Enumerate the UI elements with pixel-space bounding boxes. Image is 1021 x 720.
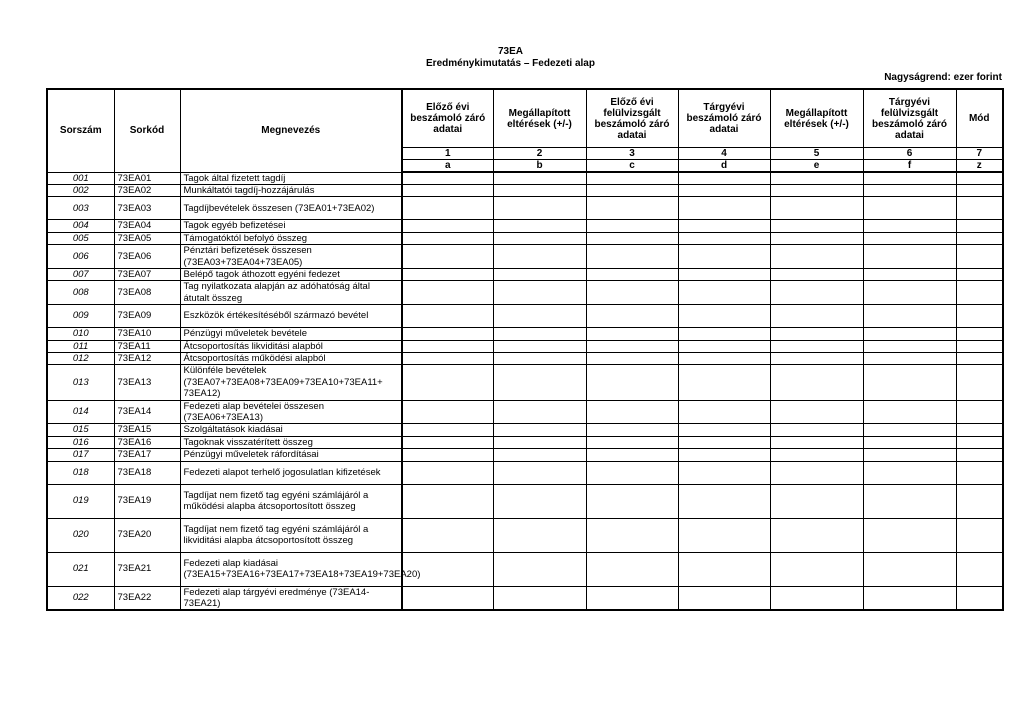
data-cell-col-5[interactable]	[770, 586, 863, 610]
row-number: 004	[47, 220, 114, 232]
row-name: Fedezeti alap bevételei összesen (73EA06+73EA13)	[180, 400, 402, 424]
table-row	[47, 184, 1003, 196]
data-cell-col-2[interactable]	[493, 245, 586, 269]
table-row	[47, 197, 1003, 220]
data-cell-col-4[interactable]	[678, 268, 770, 280]
col-letter-e: e	[770, 160, 863, 173]
data-cell-col-4[interactable]	[678, 365, 770, 400]
row-name: Támogatóktól befolyó összeg	[180, 232, 402, 244]
data-cell-col-2[interactable]	[493, 197, 586, 220]
table-row	[47, 484, 1003, 518]
col-letter-a: a	[402, 160, 493, 173]
data-cell-col-3[interactable]	[586, 461, 678, 484]
row-name: Fedezeti alapot terhelő jogosulatlan kifizetések	[180, 461, 402, 484]
data-cell-col-2[interactable]	[493, 436, 586, 448]
data-cell-col-4[interactable]	[678, 552, 770, 586]
col-letter-f: f	[863, 160, 956, 173]
data-cell-col-1[interactable]	[402, 424, 493, 436]
col-header-sorkod: Sorkód	[114, 89, 180, 172]
col-header-megnevezes: Megnevezés	[180, 89, 402, 172]
table-row	[47, 245, 1003, 269]
data-cell-col-4[interactable]	[678, 400, 770, 424]
data-cell-col-5[interactable]	[770, 220, 863, 232]
data-cell-col-5[interactable]	[770, 245, 863, 269]
data-cell-col-3[interactable]	[586, 552, 678, 586]
col-header-2: Megállapított eltérések (+/-)	[493, 89, 586, 148]
data-cell-col-6[interactable]	[863, 365, 956, 400]
data-cell-col-2[interactable]	[493, 328, 586, 340]
row-number: 013	[47, 365, 114, 400]
data-cell-col-6[interactable]	[863, 449, 956, 461]
row-number: 008	[47, 281, 114, 305]
row-name: Fedezeti alap kiadásai (73EA15+73EA16+73EA17+73EA18+73EA19+73EA20)	[180, 552, 402, 586]
data-cell-col-2[interactable]	[493, 268, 586, 280]
data-cell-col-6[interactable]	[863, 305, 956, 328]
row-code: 73EA03	[114, 197, 180, 220]
data-cell-col-4[interactable]	[678, 340, 770, 352]
data-cell-col-6[interactable]	[863, 518, 956, 552]
table-row	[47, 352, 1003, 364]
col-number-6: 6	[863, 148, 956, 160]
data-cell-col-3[interactable]	[586, 586, 678, 610]
data-cell-col-6[interactable]	[863, 184, 956, 196]
row-name: Fedezeti alap tárgyévi eredménye (73EA14-73EA21)	[180, 586, 402, 610]
row-code: 73EA21	[114, 552, 180, 586]
table-row	[47, 232, 1003, 244]
data-cell-col-1[interactable]	[402, 232, 493, 244]
data-cell-col-7[interactable]	[956, 352, 1003, 364]
data-cell-col-7[interactable]	[956, 172, 1003, 184]
row-number: 012	[47, 352, 114, 364]
row-code: 73EA12	[114, 352, 180, 364]
data-cell-col-2[interactable]	[493, 340, 586, 352]
data-cell-col-7[interactable]	[956, 586, 1003, 610]
row-number: 005	[47, 232, 114, 244]
row-number: 015	[47, 424, 114, 436]
col-letter-c: c	[586, 160, 678, 173]
row-code: 73EA11	[114, 340, 180, 352]
row-code: 73EA15	[114, 424, 180, 436]
row-name: Tagdíjat nem fizető tag egyéni számlájáról a működési alapba átcsoportosított összeg	[180, 484, 402, 518]
data-cell-col-2[interactable]	[493, 552, 586, 586]
data-cell-col-4[interactable]	[678, 436, 770, 448]
data-cell-col-2[interactable]	[493, 365, 586, 400]
data-cell-col-1[interactable]	[402, 586, 493, 610]
data-cell-col-5[interactable]	[770, 461, 863, 484]
data-cell-col-7[interactable]	[956, 449, 1003, 461]
data-cell-col-1[interactable]	[402, 365, 493, 400]
data-cell-col-3[interactable]	[586, 305, 678, 328]
data-cell-col-4[interactable]	[678, 245, 770, 269]
table-row	[47, 172, 1003, 184]
col-header-3: Előző évi felülvizsgált beszámoló záró adatai	[586, 89, 678, 148]
table-row	[47, 586, 1003, 610]
data-cell-col-2[interactable]	[493, 305, 586, 328]
row-code: 73EA18	[114, 461, 180, 484]
col-number-4: 4	[678, 148, 770, 160]
data-cell-col-2[interactable]	[493, 424, 586, 436]
data-cell-col-5[interactable]	[770, 268, 863, 280]
data-cell-col-7[interactable]	[956, 305, 1003, 328]
col-letter-d: d	[678, 160, 770, 173]
data-cell-col-3[interactable]	[586, 220, 678, 232]
row-code: 73EA01	[114, 172, 180, 184]
row-name: Munkáltatói tagdíj-hozzájárulás	[180, 184, 402, 196]
data-cell-col-5[interactable]	[770, 484, 863, 518]
row-number: 014	[47, 400, 114, 424]
row-code: 73EA09	[114, 305, 180, 328]
table-row	[47, 436, 1003, 448]
row-number: 022	[47, 586, 114, 610]
data-cell-col-1[interactable]	[402, 328, 493, 340]
row-code: 73EA10	[114, 328, 180, 340]
data-cell-col-2[interactable]	[493, 586, 586, 610]
row-code: 73EA17	[114, 449, 180, 461]
table-row	[47, 424, 1003, 436]
data-cell-col-7[interactable]	[956, 268, 1003, 280]
row-code: 73EA05	[114, 232, 180, 244]
row-name: Tagoknak visszatérített összeg	[180, 436, 402, 448]
row-code: 73EA08	[114, 281, 180, 305]
table-row	[47, 449, 1003, 461]
data-cell-col-6[interactable]	[863, 268, 956, 280]
data-cell-col-3[interactable]	[586, 400, 678, 424]
data-cell-col-7[interactable]	[956, 365, 1003, 400]
row-number: 018	[47, 461, 114, 484]
col-header-6: Tárgyévi felülvizsgált beszámoló záró adatai	[863, 89, 956, 148]
row-name: Tagdíjbevételek összesen (73EA01+73EA02)	[180, 197, 402, 220]
income-statement-table	[46, 88, 1004, 611]
row-name: Tagok egyéb befizetései	[180, 220, 402, 232]
row-number: 001	[47, 172, 114, 184]
table-row	[47, 518, 1003, 552]
data-cell-col-5[interactable]	[770, 328, 863, 340]
data-cell-col-3[interactable]	[586, 232, 678, 244]
data-cell-col-6[interactable]	[863, 352, 956, 364]
data-cell-col-7[interactable]	[956, 484, 1003, 518]
data-cell-col-6[interactable]	[863, 484, 956, 518]
data-cell-col-4[interactable]	[678, 220, 770, 232]
data-cell-col-2[interactable]	[493, 220, 586, 232]
row-number: 021	[47, 552, 114, 586]
row-code: 73EA16	[114, 436, 180, 448]
data-cell-col-6[interactable]	[863, 220, 956, 232]
data-cell-col-4[interactable]	[678, 197, 770, 220]
data-cell-col-1[interactable]	[402, 197, 493, 220]
data-cell-col-6[interactable]	[863, 245, 956, 269]
data-cell-col-7[interactable]	[956, 184, 1003, 196]
row-name: Különféle bevételek (73EA07+73EA08+73EA09+73EA10+73EA11+ 73EA12)	[180, 365, 402, 400]
data-cell-col-7[interactable]	[956, 552, 1003, 586]
row-name: Belépő tagok áthozott egyéni fedezet	[180, 268, 402, 280]
data-cell-col-3[interactable]	[586, 365, 678, 400]
form-code: 73EA	[497, 46, 523, 57]
table-row	[47, 220, 1003, 232]
data-cell-col-6[interactable]	[863, 340, 956, 352]
row-number: 007	[47, 268, 114, 280]
data-cell-col-2[interactable]	[493, 484, 586, 518]
data-cell-col-6[interactable]	[863, 436, 956, 448]
data-cell-col-6[interactable]	[863, 400, 956, 424]
row-number: 009	[47, 305, 114, 328]
data-cell-col-2[interactable]	[493, 232, 586, 244]
data-cell-col-1[interactable]	[402, 305, 493, 328]
data-cell-col-7[interactable]	[956, 518, 1003, 552]
unit-label: Nagyságrend: ezer forint	[884, 72, 1002, 83]
data-cell-col-3[interactable]	[586, 328, 678, 340]
table-row	[47, 340, 1003, 352]
data-cell-col-3[interactable]	[586, 245, 678, 269]
data-cell-col-3[interactable]	[586, 449, 678, 461]
row-code: 73EA02	[114, 184, 180, 196]
row-code: 73EA13	[114, 365, 180, 400]
data-cell-col-1[interactable]	[402, 461, 493, 484]
form-title: Eredménykimutatás – Fedezeti alap	[426, 58, 595, 69]
col-header-sorszam: Sorszám	[47, 89, 114, 172]
row-number: 011	[47, 340, 114, 352]
data-cell-col-2[interactable]	[493, 352, 586, 364]
data-cell-col-1[interactable]	[402, 352, 493, 364]
data-cell-col-1[interactable]	[402, 449, 493, 461]
data-cell-col-4[interactable]	[678, 232, 770, 244]
row-code: 73EA06	[114, 245, 180, 269]
data-cell-col-6[interactable]	[863, 172, 956, 184]
data-cell-col-5[interactable]	[770, 305, 863, 328]
data-cell-col-1[interactable]	[402, 400, 493, 424]
row-code: 73EA14	[114, 400, 180, 424]
data-cell-col-3[interactable]	[586, 340, 678, 352]
data-cell-col-3[interactable]	[586, 424, 678, 436]
data-cell-col-3[interactable]	[586, 184, 678, 196]
row-number: 017	[47, 449, 114, 461]
col-header-5: Megállapított eltérések (+/-)	[770, 89, 863, 148]
data-cell-col-5[interactable]	[770, 449, 863, 461]
row-code: 73EA19	[114, 484, 180, 518]
data-cell-col-7[interactable]	[956, 436, 1003, 448]
data-cell-col-1[interactable]	[402, 245, 493, 269]
data-cell-col-1[interactable]	[402, 220, 493, 232]
col-number-3: 3	[586, 148, 678, 160]
data-cell-col-6[interactable]	[863, 552, 956, 586]
table-row	[47, 281, 1003, 305]
col-number-7: 7	[956, 148, 1003, 160]
data-cell-col-1[interactable]	[402, 268, 493, 280]
data-cell-col-3[interactable]	[586, 436, 678, 448]
row-number: 006	[47, 245, 114, 269]
data-cell-col-2[interactable]	[493, 172, 586, 184]
data-cell-col-3[interactable]	[586, 352, 678, 364]
row-number: 002	[47, 184, 114, 196]
col-number-5: 5	[770, 148, 863, 160]
row-number: 016	[47, 436, 114, 448]
data-cell-col-3[interactable]	[586, 281, 678, 305]
data-cell-col-7[interactable]	[956, 328, 1003, 340]
row-number: 003	[47, 197, 114, 220]
data-cell-col-7[interactable]	[956, 281, 1003, 305]
data-cell-col-6[interactable]	[863, 197, 956, 220]
data-cell-col-5[interactable]	[770, 436, 863, 448]
data-cell-col-2[interactable]	[493, 281, 586, 305]
data-cell-col-1[interactable]	[402, 484, 493, 518]
data-cell-col-7[interactable]	[956, 340, 1003, 352]
data-cell-col-4[interactable]	[678, 586, 770, 610]
data-cell-col-4[interactable]	[678, 484, 770, 518]
table-row	[47, 268, 1003, 280]
data-cell-col-5[interactable]	[770, 352, 863, 364]
row-name: Átcsoportosítás működési alapból	[180, 352, 402, 364]
data-cell-col-4[interactable]	[678, 184, 770, 196]
data-cell-col-2[interactable]	[493, 461, 586, 484]
row-name: Átcsoportosítás likviditási alapból	[180, 340, 402, 352]
data-cell-col-3[interactable]	[586, 197, 678, 220]
row-name: Pénzügyi műveletek bevétele	[180, 328, 402, 340]
row-name: Pénzügyi műveletek ráfordításai	[180, 449, 402, 461]
data-cell-col-4[interactable]	[678, 449, 770, 461]
row-name: Tagok által fizetett tagdíj	[180, 172, 402, 184]
data-cell-col-7[interactable]	[956, 461, 1003, 484]
row-number: 019	[47, 484, 114, 518]
data-cell-col-1[interactable]	[402, 518, 493, 552]
data-cell-col-3[interactable]	[586, 268, 678, 280]
data-cell-col-3[interactable]	[586, 172, 678, 184]
data-cell-col-5[interactable]	[770, 184, 863, 196]
table-body	[47, 172, 1003, 610]
col-header-1: Előző évi beszámoló záró adatai	[402, 89, 493, 148]
data-cell-col-5[interactable]	[770, 400, 863, 424]
table-row	[47, 305, 1003, 328]
data-cell-col-4[interactable]	[678, 328, 770, 340]
data-cell-col-6[interactable]	[863, 586, 956, 610]
col-number-2: 2	[493, 148, 586, 160]
table-row	[47, 328, 1003, 340]
data-cell-col-2[interactable]	[493, 400, 586, 424]
data-cell-col-4[interactable]	[678, 518, 770, 552]
table-row	[47, 461, 1003, 484]
col-number-1: 1	[402, 148, 493, 160]
data-cell-col-5[interactable]	[770, 518, 863, 552]
data-cell-col-4[interactable]	[678, 172, 770, 184]
data-cell-col-2[interactable]	[493, 449, 586, 461]
data-cell-col-5[interactable]	[770, 552, 863, 586]
data-cell-col-1[interactable]	[402, 436, 493, 448]
data-cell-col-6[interactable]	[863, 424, 956, 436]
data-cell-col-4[interactable]	[678, 281, 770, 305]
row-name: Szolgáltatások kiadásai	[180, 424, 402, 436]
data-cell-col-3[interactable]	[586, 518, 678, 552]
table-row	[47, 365, 1003, 400]
col-letter-b: b	[493, 160, 586, 173]
data-cell-col-7[interactable]	[956, 424, 1003, 436]
data-cell-col-7[interactable]	[956, 220, 1003, 232]
data-cell-col-1[interactable]	[402, 172, 493, 184]
data-cell-col-5[interactable]	[770, 197, 863, 220]
data-cell-col-7[interactable]	[956, 232, 1003, 244]
row-code: 73EA22	[114, 586, 180, 610]
data-cell-col-5[interactable]	[770, 232, 863, 244]
data-cell-col-6[interactable]	[863, 232, 956, 244]
row-name: Tagdíjat nem fizető tag egyéni számlájáról a likviditási alapba átcsoportosított összeg	[180, 518, 402, 552]
col-header-7: Mód	[956, 89, 1003, 148]
data-cell-col-6[interactable]	[863, 281, 956, 305]
data-cell-col-7[interactable]	[956, 197, 1003, 220]
table-row	[47, 552, 1003, 586]
data-cell-col-5[interactable]	[770, 340, 863, 352]
data-cell-col-1[interactable]	[402, 281, 493, 305]
row-name: Pénztári befizetések összesen (73EA03+73EA04+73EA05)	[180, 245, 402, 269]
col-letter-z: z	[956, 160, 1003, 173]
data-cell-col-2[interactable]	[493, 184, 586, 196]
data-cell-col-5[interactable]	[770, 365, 863, 400]
data-cell-col-4[interactable]	[678, 305, 770, 328]
data-cell-col-3[interactable]	[586, 484, 678, 518]
data-cell-col-5[interactable]	[770, 281, 863, 305]
data-cell-col-5[interactable]	[770, 172, 863, 184]
data-cell-col-7[interactable]	[956, 245, 1003, 269]
data-cell-col-4[interactable]	[678, 461, 770, 484]
row-number: 020	[47, 518, 114, 552]
data-cell-col-1[interactable]	[402, 184, 493, 196]
data-cell-col-2[interactable]	[493, 518, 586, 552]
data-cell-col-4[interactable]	[678, 352, 770, 364]
row-name: Eszközök értékesítéséből származó bevétel	[180, 305, 402, 328]
data-cell-col-6[interactable]	[863, 461, 956, 484]
col-header-4: Tárgyévi beszámoló záró adatai	[678, 89, 770, 148]
data-cell-col-6[interactable]	[863, 328, 956, 340]
row-name: Tag nyilatkozata alapján az adóhatóság által átutalt összeg	[180, 281, 402, 305]
data-cell-col-1[interactable]	[402, 340, 493, 352]
table-row	[47, 400, 1003, 424]
row-code: 73EA20	[114, 518, 180, 552]
data-cell-col-5[interactable]	[770, 424, 863, 436]
data-cell-col-4[interactable]	[678, 424, 770, 436]
data-cell-col-7[interactable]	[956, 400, 1003, 424]
row-code: 73EA04	[114, 220, 180, 232]
row-number: 010	[47, 328, 114, 340]
row-code: 73EA07	[114, 268, 180, 280]
